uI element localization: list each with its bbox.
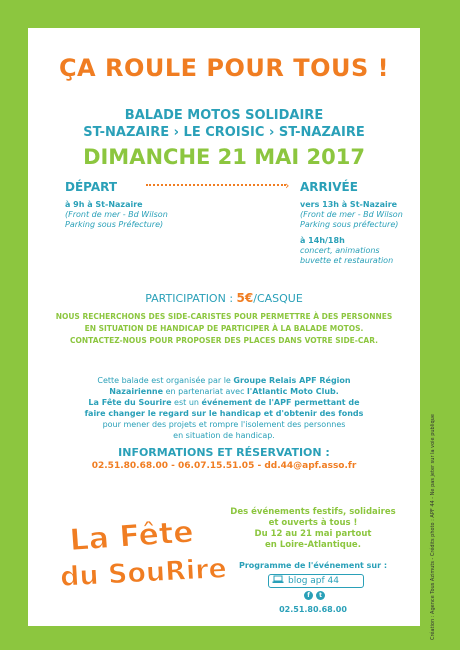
depart-place: (Front de mer - Bd Wilson Parking sous Préfecture) <box>65 210 168 229</box>
events-text <box>206 507 420 551</box>
participation-label: PARTICIPATION : <box>145 292 234 305</box>
route-arrow-icon: › <box>285 179 290 192</box>
participation-price: 5€ <box>236 291 254 305</box>
credit-text: Création : Agence Tous Azimuts - Crédits photo : APF 44 - Ne pas jeter sur la voie publique <box>430 414 436 640</box>
org-text-bold: Groupe Relais APF Région <box>233 376 351 385</box>
blog-link[interactable] <box>268 574 364 588</box>
participation-line <box>28 291 420 305</box>
arrivee-place: (Front de mer - Bd Wilson Parking sous préfecture) <box>300 210 403 229</box>
social-icons <box>304 591 325 600</box>
event-date: DIMANCHE 21 MAI 2017 <box>83 145 365 169</box>
events-line: et ouverts à tous ! <box>268 518 358 528</box>
subtitle-route: ST-NAZAIRE › LE CROISIC › ST-NAZAIRE <box>83 125 365 140</box>
arrivee-time: vers 13h à St-Nazaire <box>300 200 398 209</box>
org-text: pour mener des projets et rompre l'isolement des personnes <box>102 420 346 429</box>
events-line: Des événements festifs, solidaires <box>230 507 396 517</box>
depart-heading: DÉPART <box>65 180 118 194</box>
twitter-icon[interactable]: t <box>316 591 325 600</box>
arrivee-time2: à 14h/18h <box>300 236 345 245</box>
contact-line[interactable]: 02.51.80.68.00 - 06.07.15.51.05 - dd.44@apf.asso.fr <box>91 461 357 471</box>
org-text: est un <box>171 398 202 407</box>
org-text: en partenariat avec <box>163 387 248 396</box>
svg-text:La Fête: La Fête <box>68 514 195 559</box>
org-text-bold: l'Atlantic Moto Club. <box>247 387 339 396</box>
arrivee-activities: concert, animations buvette et restauration <box>300 246 394 265</box>
programme-label: Programme de l'événement sur : <box>238 561 388 570</box>
org-text-bold: Nazairienne <box>109 387 164 396</box>
fete-du-sourire-logo <box>58 513 228 597</box>
phone-number: 02.51.80.68.00 <box>279 605 347 614</box>
svg-text:du SouRire: du SouRire <box>59 553 228 594</box>
subtitle-event: BALADE MOTOS SOLIDAIRE <box>124 108 324 123</box>
org-text: en situation de handicap. <box>173 431 275 440</box>
org-text-bold: événement de l'APF permettant de <box>201 398 360 407</box>
side-car-line: EN SITUATION DE HANDICAP DE PARTICIPER À LA BALADE MOTOS. <box>84 324 364 333</box>
org-text-bold: faire changer le regard sur le handicap et d'obtenir des fonds <box>84 409 364 418</box>
side-car-line: NOUS RECHERCHONS DES SIDE-CARISTES POUR PERMETTRE À DES PERSONNES <box>55 312 393 321</box>
participation-unit: /CASQUE <box>253 292 303 305</box>
info-title: INFORMATIONS ET RÉSERVATION : <box>118 446 330 459</box>
route-dotted-line <box>146 184 286 186</box>
events-line: Du 12 au 21 mai partout <box>254 529 372 539</box>
organisation-text <box>36 375 412 441</box>
arrivee-heading: ARRIVÉE <box>300 180 358 194</box>
poster-title: ÇA ROULE POUR TOUS ! <box>58 54 390 82</box>
side-car-line: CONTACTEZ-NOUS POUR PROPOSER DES PLACES DANS VOTRE SIDE-CAR. <box>70 336 378 345</box>
side-car-appeal <box>36 311 412 347</box>
depart-time: à 9h à St-Nazaire <box>65 200 143 209</box>
facebook-icon[interactable]: f <box>304 591 313 600</box>
arrivee-info <box>300 200 410 266</box>
depart-info <box>65 200 175 230</box>
org-text-bold: La Fête du Sourire <box>88 398 172 407</box>
poster-card <box>28 28 420 626</box>
blog-label: blog apf 44 <box>288 576 340 586</box>
org-text: Cette balade est organisée par le <box>97 376 234 385</box>
events-line: en Loire-Atlantique. <box>265 540 361 550</box>
laptop-icon <box>272 575 284 587</box>
